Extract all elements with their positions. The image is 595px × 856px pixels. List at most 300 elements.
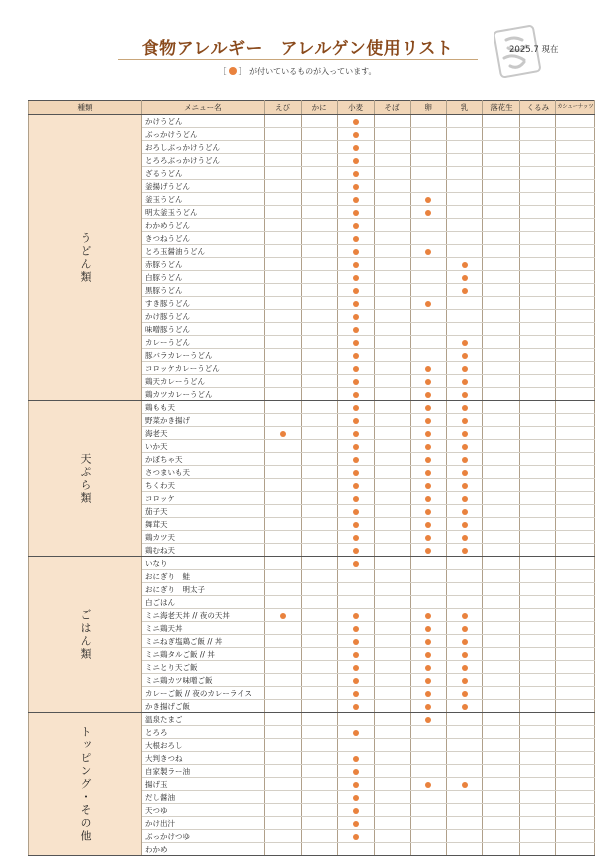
allergen-cell (374, 284, 410, 297)
allergen-cell (410, 440, 446, 453)
allergen-cell (520, 271, 556, 284)
allergen-cell (520, 817, 556, 830)
allergen-cell (264, 843, 301, 856)
allergen-cell (446, 765, 483, 778)
allergen-cell (337, 700, 374, 713)
allergen-cell (374, 648, 410, 661)
allergen-cell (337, 713, 374, 726)
allergen-cell (337, 596, 374, 609)
allergen-cell (374, 700, 410, 713)
allergen-cell (520, 323, 556, 336)
allergen-cell (446, 739, 483, 752)
allergen-cell (446, 427, 483, 440)
allergen-cell (520, 193, 556, 206)
allergen-cell (556, 466, 595, 479)
allergen-cell (374, 518, 410, 531)
allergen-cell (556, 336, 595, 349)
allergen-cell (446, 466, 483, 479)
allergen-cell (556, 752, 595, 765)
column-header: 乳 (446, 101, 483, 115)
category-label: ごはん類 (29, 557, 142, 713)
allergen-cell (301, 440, 337, 453)
allergen-cell (410, 154, 446, 167)
allergen-cell (446, 323, 483, 336)
allergen-cell (337, 778, 374, 791)
allergen-cell (301, 544, 337, 557)
menu-name: ちくわ天 (142, 479, 265, 492)
allergen-cell (483, 388, 520, 401)
allergen-cell (556, 349, 595, 362)
allergen-cell (483, 557, 520, 570)
allergen-dot-icon (425, 717, 431, 723)
allergen-cell (301, 362, 337, 375)
menu-name: かけ豚うどん (142, 310, 265, 323)
allergen-cell (264, 336, 301, 349)
allergen-cell (446, 440, 483, 453)
allergen-cell (483, 648, 520, 661)
allergen-cell (446, 557, 483, 570)
allergen-cell (301, 622, 337, 635)
menu-name: 赤豚うどん (142, 258, 265, 271)
allergen-cell (410, 791, 446, 804)
allergen-dot-icon (353, 535, 359, 541)
allergen-cell (410, 570, 446, 583)
allergen-cell (520, 310, 556, 323)
allergen-cell (520, 349, 556, 362)
allergen-cell (556, 843, 595, 856)
allergen-cell (483, 453, 520, 466)
allergen-cell (556, 830, 595, 843)
allergen-cell (446, 622, 483, 635)
allergen-cell (337, 271, 374, 284)
allergen-cell (264, 739, 301, 752)
allergen-cell (374, 713, 410, 726)
allergen-cell (301, 778, 337, 791)
allergen-cell (410, 557, 446, 570)
allergen-cell (483, 622, 520, 635)
allergen-cell (446, 804, 483, 817)
allergen-dot-icon (425, 405, 431, 411)
allergen-dot-icon (462, 509, 468, 515)
allergen-cell (337, 622, 374, 635)
allergen-cell (301, 596, 337, 609)
allergen-cell (410, 375, 446, 388)
allergen-cell (301, 180, 337, 193)
allergen-cell (301, 713, 337, 726)
allergen-cell (301, 193, 337, 206)
legend-bracket-close: ］ (238, 67, 247, 76)
allergen-cell (264, 349, 301, 362)
allergen-cell (264, 401, 301, 414)
allergen-cell (301, 375, 337, 388)
allergen-cell (410, 596, 446, 609)
allergen-cell (483, 843, 520, 856)
allergen-cell (374, 154, 410, 167)
allergen-dot-icon (353, 379, 359, 385)
allergen-cell (337, 843, 374, 856)
allergen-cell (301, 817, 337, 830)
allergen-cell (374, 830, 410, 843)
allergen-cell (556, 791, 595, 804)
allergen-cell (520, 570, 556, 583)
allergen-dot-icon (353, 119, 359, 125)
allergen-cell (301, 661, 337, 674)
allergen-cell (374, 752, 410, 765)
column-header: 種類 (29, 101, 142, 115)
allergen-cell (410, 414, 446, 427)
menu-name: 揚げ玉 (142, 778, 265, 791)
allergen-cell (483, 700, 520, 713)
allergen-cell (301, 726, 337, 739)
allergen-cell (301, 531, 337, 544)
allergen-cell (556, 219, 595, 232)
allergen-dot-icon (353, 613, 359, 619)
allergen-cell (446, 115, 483, 128)
menu-name: 釜揚げうどん (142, 180, 265, 193)
allergen-cell (446, 778, 483, 791)
allergen-cell (410, 453, 446, 466)
allergen-cell (337, 388, 374, 401)
allergen-cell (483, 583, 520, 596)
column-header: そば (374, 101, 410, 115)
allergen-dot-icon (425, 444, 431, 450)
allergen-dot-icon (353, 509, 359, 515)
allergen-dot-icon (462, 340, 468, 346)
allergen-cell (374, 479, 410, 492)
allergen-dot-icon (462, 405, 468, 411)
allergen-cell (556, 713, 595, 726)
allergen-cell (264, 167, 301, 180)
allergen-cell (301, 219, 337, 232)
allergen-dot-icon (425, 210, 431, 216)
allergen-cell (301, 284, 337, 297)
menu-name: かけうどん (142, 115, 265, 128)
allergen-cell (556, 648, 595, 661)
allergen-cell (520, 466, 556, 479)
allergen-cell (264, 830, 301, 843)
allergen-cell (483, 154, 520, 167)
menu-name: カレーうどん (142, 336, 265, 349)
menu-name: ミニとり天ご飯 (142, 661, 265, 674)
allergen-dot-icon (462, 535, 468, 541)
allergen-cell (483, 726, 520, 739)
allergen-cell (483, 752, 520, 765)
allergen-cell (483, 414, 520, 427)
allergen-dot-icon (425, 457, 431, 463)
allergen-cell (410, 739, 446, 752)
menu-name: いなり (142, 557, 265, 570)
allergen-cell (520, 583, 556, 596)
allergen-dot-icon (462, 496, 468, 502)
allergen-cell (556, 570, 595, 583)
allergen-cell (483, 765, 520, 778)
allergen-cell (374, 466, 410, 479)
allergen-cell (446, 297, 483, 310)
allergen-cell (264, 310, 301, 323)
allergen-dot-icon (353, 483, 359, 489)
allergen-cell (410, 323, 446, 336)
allergen-cell (301, 388, 337, 401)
allergen-cell (410, 128, 446, 141)
allergen-cell (264, 674, 301, 687)
allergen-cell (410, 141, 446, 154)
allergen-cell (264, 245, 301, 258)
allergen-cell (483, 635, 520, 648)
allergen-cell (446, 206, 483, 219)
allergen-cell (556, 453, 595, 466)
allergen-cell (556, 375, 595, 388)
allergen-cell (520, 492, 556, 505)
allergen-cell (301, 115, 337, 128)
allergen-dot-icon (353, 353, 359, 359)
allergen-dot-icon (353, 327, 359, 333)
menu-name: 鶏カツカレーうどん (142, 388, 265, 401)
allergen-cell (301, 271, 337, 284)
allergen-cell (374, 570, 410, 583)
allergen-cell (520, 154, 556, 167)
allergen-cell (446, 336, 483, 349)
menu-name: 味噌豚うどん (142, 323, 265, 336)
allergen-dot-icon (353, 808, 359, 814)
allergen-cell (410, 700, 446, 713)
allergen-dot-icon (462, 626, 468, 632)
allergen-cell (520, 544, 556, 557)
allergen-cell (410, 401, 446, 414)
allergen-cell (264, 622, 301, 635)
menu-name: 明太釜玉うどん (142, 206, 265, 219)
allergen-dot-icon (462, 665, 468, 671)
allergen-dot-icon (353, 249, 359, 255)
allergen-cell (410, 583, 446, 596)
allergen-cell (301, 349, 337, 362)
allergen-cell (374, 804, 410, 817)
allergen-cell (483, 570, 520, 583)
allergen-dot-icon (353, 210, 359, 216)
allergen-cell (337, 492, 374, 505)
allergen-cell (264, 726, 301, 739)
allergen-cell (264, 765, 301, 778)
allergen-cell (374, 440, 410, 453)
allergen-cell (446, 167, 483, 180)
allergen-cell (337, 544, 374, 557)
allergen-cell (483, 349, 520, 362)
allergen-cell (374, 557, 410, 570)
allergen-cell (374, 115, 410, 128)
allergen-dot-icon (353, 275, 359, 281)
allergen-cell (410, 687, 446, 700)
allergen-dot-icon (462, 782, 468, 788)
allergen-cell (410, 297, 446, 310)
allergen-cell (410, 466, 446, 479)
allergen-cell (483, 219, 520, 232)
allergen-cell (446, 752, 483, 765)
allergen-cell (301, 518, 337, 531)
allergen-cell (520, 804, 556, 817)
allergen-cell (483, 661, 520, 674)
allergen-cell (520, 297, 556, 310)
allergen-cell (301, 687, 337, 700)
allergen-cell (374, 791, 410, 804)
column-header: カシューナッツ (556, 101, 595, 115)
allergen-cell (483, 297, 520, 310)
allergen-cell (337, 232, 374, 245)
allergen-dot-icon (353, 769, 359, 775)
allergen-cell (301, 336, 337, 349)
allergen-dot-icon (353, 678, 359, 684)
allergen-cell (337, 219, 374, 232)
allergen-cell (483, 206, 520, 219)
allergen-dot-icon (353, 639, 359, 645)
allergen-cell (520, 232, 556, 245)
allergen-cell (410, 271, 446, 284)
allergen-cell (483, 284, 520, 297)
allergen-cell (556, 310, 595, 323)
allergen-cell (410, 310, 446, 323)
allergen-cell (483, 310, 520, 323)
allergen-cell (410, 232, 446, 245)
page-title: 食物アレルギー アレルゲン使用リスト (141, 39, 454, 59)
allergen-cell (374, 193, 410, 206)
allergen-cell (556, 206, 595, 219)
allergen-cell (264, 375, 301, 388)
allergen-cell (446, 414, 483, 427)
allergen-cell (337, 141, 374, 154)
allergen-dot-icon (425, 496, 431, 502)
allergen-cell (520, 427, 556, 440)
allergen-cell (483, 817, 520, 830)
allergen-dot-icon (425, 665, 431, 671)
allergen-cell (410, 778, 446, 791)
allergen-cell (520, 609, 556, 622)
allergen-cell (410, 661, 446, 674)
allergen-cell (520, 843, 556, 856)
allergen-cell (374, 401, 410, 414)
allergen-cell (446, 635, 483, 648)
allergen-cell (483, 141, 520, 154)
allergen-cell (556, 596, 595, 609)
allergen-cell (520, 674, 556, 687)
allergen-cell (374, 375, 410, 388)
allergen-cell (301, 427, 337, 440)
allergen-dot-icon (353, 236, 359, 242)
allergen-cell (410, 427, 446, 440)
allergen-cell (446, 791, 483, 804)
allergen-cell (446, 453, 483, 466)
allergen-cell (374, 232, 410, 245)
allergen-dot-icon (462, 704, 468, 710)
allergen-cell (520, 687, 556, 700)
allergen-dot-icon (425, 678, 431, 684)
allergen-cell (301, 297, 337, 310)
allergen-cell (410, 713, 446, 726)
allergen-cell (520, 713, 556, 726)
allergen-cell (520, 336, 556, 349)
column-header: かに (301, 101, 337, 115)
allergen-cell (446, 271, 483, 284)
allergen-cell (446, 518, 483, 531)
allergen-cell (446, 258, 483, 271)
allergen-cell (410, 206, 446, 219)
allergen-cell (556, 180, 595, 193)
allergen-dot-icon (462, 444, 468, 450)
allergen-cell (446, 531, 483, 544)
allergen-cell (264, 258, 301, 271)
allergen-cell (410, 193, 446, 206)
allergen-cell (446, 349, 483, 362)
allergen-cell (520, 739, 556, 752)
allergen-cell (410, 648, 446, 661)
allergen-cell (264, 388, 301, 401)
allergen-cell (410, 609, 446, 622)
allergen-cell (374, 726, 410, 739)
allergen-cell (520, 414, 556, 427)
table-row (29, 557, 595, 570)
allergen-cell (556, 609, 595, 622)
allergen-cell (301, 804, 337, 817)
allergen-cell (337, 479, 374, 492)
allergen-cell (446, 661, 483, 674)
allergen-dot-icon (462, 652, 468, 658)
allergen-cell (556, 492, 595, 505)
allergen-cell (520, 206, 556, 219)
allergen-cell (556, 804, 595, 817)
allergen-dot-icon (353, 418, 359, 424)
allergen-cell (337, 401, 374, 414)
allergen-dot-icon (462, 262, 468, 268)
allergen-cell (337, 453, 374, 466)
allergen-cell (337, 336, 374, 349)
allergen-cell (446, 154, 483, 167)
allergen-cell (374, 141, 410, 154)
allergen-cell (410, 635, 446, 648)
allergen-cell (410, 804, 446, 817)
allergen-dot-icon (353, 782, 359, 788)
allergen-cell (446, 505, 483, 518)
allergen-cell (446, 700, 483, 713)
allergen-cell (374, 323, 410, 336)
allergen-cell (374, 674, 410, 687)
allergen-cell (556, 427, 595, 440)
allergen-cell (556, 440, 595, 453)
allergen-cell (556, 154, 595, 167)
allergen-cell (410, 219, 446, 232)
allergen-cell (264, 609, 301, 622)
allergen-cell (337, 791, 374, 804)
allergen-cell (264, 479, 301, 492)
allergen-cell (337, 635, 374, 648)
table-row (29, 115, 595, 128)
allergen-cell (520, 791, 556, 804)
allergen-cell (301, 791, 337, 804)
menu-name: 温泉たまご (142, 713, 265, 726)
allergen-cell (374, 765, 410, 778)
menu-name: ミニ鶏タルご飯 // 丼 (142, 648, 265, 661)
allergen-dot-icon (353, 223, 359, 229)
allergen-cell (264, 700, 301, 713)
menu-name: 自家製ラー油 (142, 765, 265, 778)
allergen-cell (337, 375, 374, 388)
allergen-cell (556, 401, 595, 414)
allergen-cell (483, 531, 520, 544)
allergen-cell (410, 518, 446, 531)
menu-name: 大判きつね (142, 752, 265, 765)
allergen-cell (301, 258, 337, 271)
allergen-cell (520, 245, 556, 258)
allergen-dot-icon (353, 314, 359, 320)
allergen-cell (374, 687, 410, 700)
allergen-cell (556, 258, 595, 271)
allergen-cell (520, 180, 556, 193)
